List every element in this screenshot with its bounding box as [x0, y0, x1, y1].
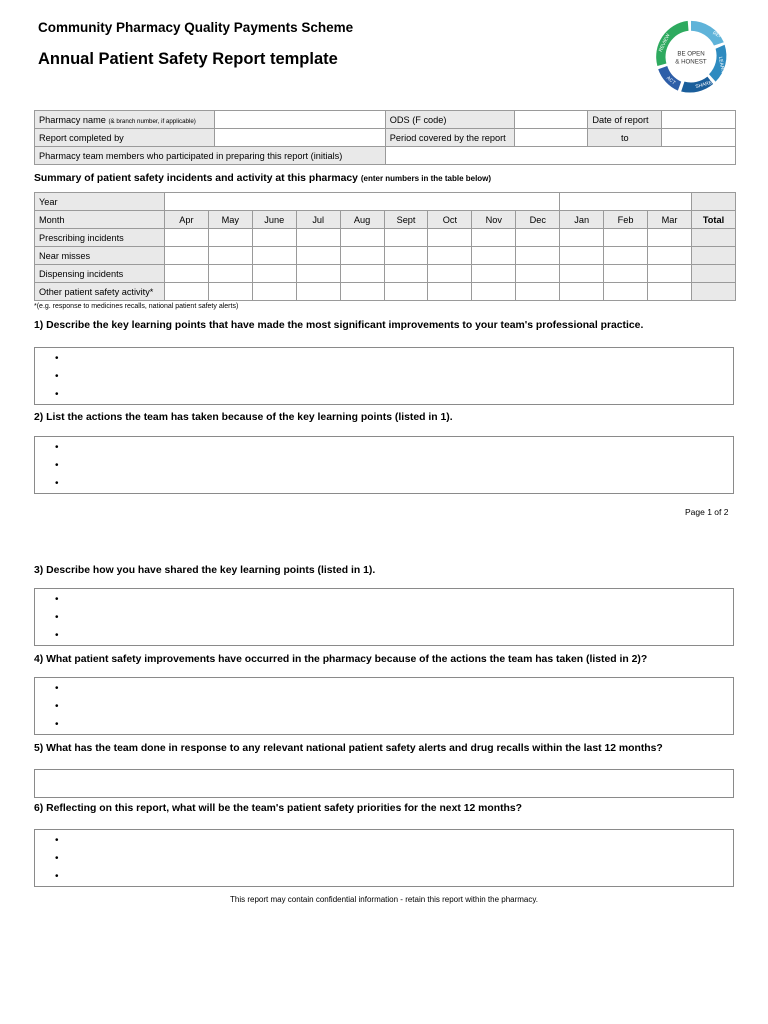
incident-count-cell[interactable] [164, 247, 208, 265]
bullet-item[interactable] [55, 850, 733, 868]
month-header: Aug [340, 211, 384, 229]
incident-count-cell[interactable] [560, 283, 604, 301]
team-members-label: Pharmacy team members who participated in preparing this report (initials) [35, 147, 386, 165]
incident-count-cell[interactable] [648, 283, 692, 301]
incident-total-cell[interactable] [691, 247, 735, 265]
page-title: Annual Patient Safety Report template [38, 50, 338, 68]
incident-count-cell[interactable] [296, 283, 340, 301]
incident-count-cell[interactable] [648, 229, 692, 247]
ods-label: ODS (F code) [385, 111, 514, 129]
period-from-field[interactable] [514, 129, 588, 147]
month-header: Feb [604, 211, 648, 229]
incident-count-cell[interactable] [208, 247, 252, 265]
year-field-1[interactable] [164, 193, 559, 211]
incident-count-cell[interactable] [428, 265, 472, 283]
date-label: Date of report [588, 111, 662, 129]
incident-count-cell[interactable] [164, 265, 208, 283]
period-to-field[interactable] [662, 129, 736, 147]
question-1: 1) Describe the key learning points that have made the most significant improvements to your team's professional practice. [34, 320, 644, 331]
bullet-item[interactable] [55, 368, 733, 386]
logo-center-line1: BE OPEN [677, 50, 705, 58]
pharmacy-name-hint: (& branch number, if applicable) [108, 117, 196, 125]
incident-count-cell[interactable] [384, 247, 428, 265]
incident-count-cell[interactable] [384, 283, 428, 301]
incident-count-cell[interactable] [516, 265, 560, 283]
pharmacy-name-label: Pharmacy name (& branch number, if applicable) [35, 111, 215, 129]
summary-footnote: *(e.g. response to medicines recalls, national patient safety alerts) [34, 303, 239, 310]
month-header: June [252, 211, 296, 229]
month-label: Month [35, 211, 165, 229]
scheme-name: Community Pharmacy Quality Payments Scheme [38, 20, 354, 35]
confidentiality-notice: This report may contain confidential information - retain this report within the pharmacy. [230, 895, 538, 904]
incident-total-cell[interactable] [691, 229, 735, 247]
incident-count-cell[interactable] [340, 229, 384, 247]
team-members-field[interactable] [385, 147, 735, 165]
incident-count-cell[interactable] [472, 265, 516, 283]
answer-box-5[interactable] [34, 769, 734, 798]
bullet-item[interactable] [55, 716, 733, 734]
incident-count-cell[interactable] [560, 229, 604, 247]
incident-count-cell[interactable] [428, 283, 472, 301]
incident-count-cell[interactable] [252, 265, 296, 283]
logo-center-line2: & HONEST [675, 58, 707, 66]
bullet-item[interactable] [55, 439, 733, 457]
incident-count-cell[interactable] [252, 229, 296, 247]
month-header: Jul [296, 211, 340, 229]
year-label: Year [35, 193, 165, 211]
logo-label-share: SHARE [695, 80, 713, 91]
incident-count-cell[interactable] [164, 229, 208, 247]
incident-row-label: Near misses [35, 247, 165, 265]
incident-count-cell[interactable] [472, 229, 516, 247]
bullet-item[interactable] [55, 591, 733, 609]
month-header: Mar [648, 211, 692, 229]
year-field-2[interactable] [560, 193, 692, 211]
incident-count-cell[interactable] [252, 283, 296, 301]
month-header: Nov [472, 211, 516, 229]
incident-count-cell[interactable] [252, 247, 296, 265]
bullet-item[interactable] [55, 868, 733, 886]
incident-count-cell[interactable] [516, 247, 560, 265]
bullet-item[interactable] [55, 386, 733, 404]
incident-count-cell[interactable] [604, 229, 648, 247]
incident-count-cell[interactable] [384, 229, 428, 247]
incident-count-cell[interactable] [384, 265, 428, 283]
bullet-item[interactable] [55, 832, 733, 850]
month-header: Oct [428, 211, 472, 229]
incident-count-cell[interactable] [208, 229, 252, 247]
incident-count-cell[interactable] [560, 265, 604, 283]
incident-count-cell[interactable] [604, 247, 648, 265]
question-6: 6) Reflecting on this report, what will be the team's patient safety priorities for the next 12 months? [34, 803, 523, 814]
month-header: Apr [164, 211, 208, 229]
incident-row [35, 265, 736, 283]
logo-label-review: REVIEW [658, 33, 672, 53]
month-header: Jan [560, 211, 604, 229]
incident-row-label: Other patient safety activity* [35, 283, 165, 301]
logo-label-learn: LEARN [716, 56, 725, 74]
answer-box-6[interactable] [34, 829, 734, 887]
incident-count-cell[interactable] [164, 283, 208, 301]
incident-count-cell[interactable] [296, 265, 340, 283]
bullet-item[interactable] [55, 350, 733, 368]
summary-heading-sub: (enter numbers in the table below) [360, 174, 492, 183]
bullet-item[interactable] [55, 457, 733, 475]
details-table [34, 110, 736, 165]
date-field[interactable] [662, 111, 736, 129]
pharmacy-name-field[interactable] [214, 111, 385, 129]
ods-field[interactable] [514, 111, 588, 129]
bullet-item[interactable] [55, 680, 733, 698]
year-total-cell [691, 193, 735, 211]
incident-count-cell[interactable] [560, 247, 604, 265]
bullet-item[interactable] [55, 609, 733, 627]
question-3: 3) Describe how you have shared the key learning points (listed in 1). [34, 565, 376, 576]
incident-total-cell[interactable] [691, 265, 735, 283]
incident-count-cell[interactable] [604, 265, 648, 283]
question-2: 2) List the actions the team has taken because of the key learning points (listed in 1). [34, 412, 453, 423]
incident-count-cell[interactable] [648, 247, 692, 265]
answer-box-3[interactable] [34, 588, 734, 646]
incident-count-cell[interactable] [296, 247, 340, 265]
logo-label-act: ACT [665, 76, 676, 87]
summary-heading: Summary of patient safety incidents and activity at this pharmacy (enter numbers in the table below) [34, 173, 492, 184]
answer-box-2[interactable] [34, 436, 734, 494]
page-number: Page 1 of 2 [685, 507, 729, 517]
month-header: Sept [384, 211, 428, 229]
incident-count-cell[interactable] [296, 229, 340, 247]
incident-count-cell[interactable] [516, 229, 560, 247]
completed-by-field[interactable] [214, 129, 385, 147]
incident-count-cell[interactable] [340, 283, 384, 301]
total-header: Total [691, 211, 735, 229]
bullet-item[interactable] [55, 627, 733, 645]
be-open-honest-logo [650, 16, 732, 98]
incident-count-cell[interactable] [516, 283, 560, 301]
incident-row-label: Dispensing incidents [35, 265, 165, 283]
month-header: Dec [516, 211, 560, 229]
incident-count-cell[interactable] [208, 283, 252, 301]
incident-count-cell[interactable] [340, 247, 384, 265]
incident-count-cell[interactable] [472, 283, 516, 301]
question-4: 4) What patient safety improvements have occurred in the pharmacy because of the actions the team has taken (listed in 2)? [34, 654, 648, 665]
incident-row [35, 283, 736, 301]
month-header: May [208, 211, 252, 229]
bullet-item[interactable] [55, 475, 733, 493]
answer-box-4[interactable] [34, 677, 734, 735]
incident-count-cell[interactable] [604, 283, 648, 301]
incident-count-cell[interactable] [428, 247, 472, 265]
incident-total-cell[interactable] [691, 283, 735, 301]
incident-count-cell[interactable] [472, 247, 516, 265]
incident-row [35, 229, 736, 247]
incident-count-cell[interactable] [648, 265, 692, 283]
incident-count-cell[interactable] [428, 229, 472, 247]
period-label: Period covered by the report [385, 129, 514, 147]
bullet-item[interactable] [55, 698, 733, 716]
period-to-label: to [588, 129, 662, 147]
incident-row [35, 247, 736, 265]
logo-label-report: REPORT [711, 31, 732, 45]
question-5: 5) What has the team done in response to any relevant national patient safety alerts and drug recalls within the last 12 months? [34, 743, 663, 754]
completed-by-label: Report completed by [35, 129, 215, 147]
answer-box-1[interactable] [34, 347, 734, 405]
incident-summary-table [34, 192, 736, 301]
incident-count-cell[interactable] [340, 265, 384, 283]
incident-count-cell[interactable] [208, 265, 252, 283]
incident-row-label: Prescribing incidents [35, 229, 165, 247]
